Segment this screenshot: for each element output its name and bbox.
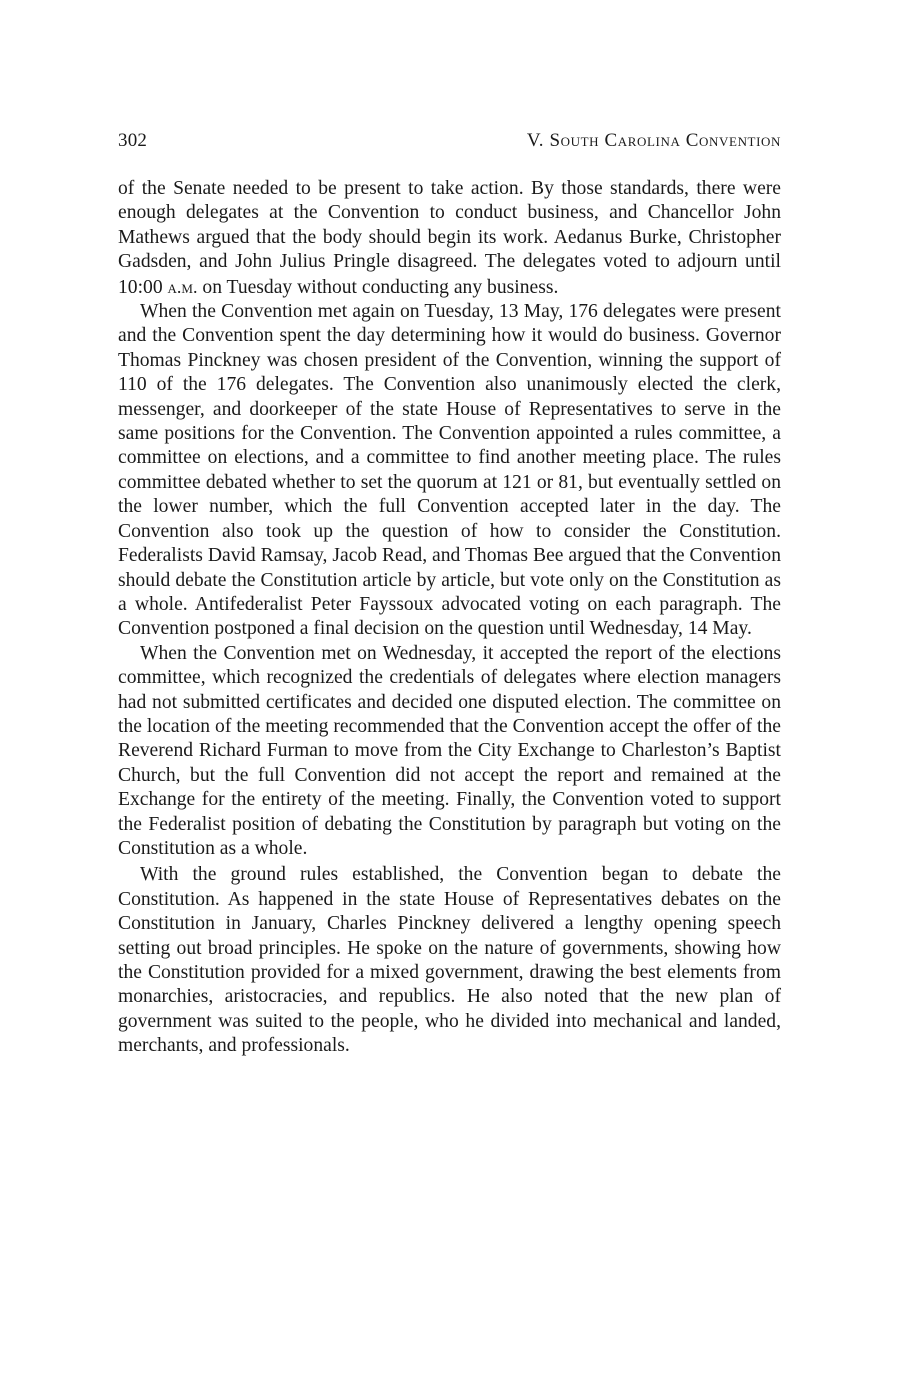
book-page [118, 128, 781, 1059]
paragraph-3: When the Convention met on Wednesday, it accepted the report of the elections committee, which recognized the credentials of delegates where election managers had not submitted certificates and decided one disputed election. The committee on the location of the meeting recommended that the Convention accept the offer of the Reverend Richard Furman to move from the City Exchange to Charleston’s Baptist Church, but the full Convention did not accept the report and remained at the Exchange for the entirety of the meeting. Finally, the Convention voted to support the Federalist position of debating the Constitution by paragraph but voting on the Constitution as a whole. [118, 642, 781, 859]
time-abbreviation: a.m. [167, 276, 198, 297]
paragraph-4: With the ground rules established, the Convention began to debate the Constitution. As happened in the state House of Representatives debates on the Constitution in January, Charles Pinckney delivered a lengthy opening speech setting out broad principles. He spoke on the nature of governments, showing how the Constitution provided for a mixed government, drawing the best elements from monarchies, aristocracies, and republics. He also noted that the new plan of government was suited to the people, who he divided into mechanical and landed, merchants, and professionals. [118, 864, 781, 1057]
paragraph-1-text-end: on Tuesday without conducting any business. [197, 276, 559, 298]
paragraph-2: When the Convention met again on Tuesday, 13 May, 176 delegates were present and the Convention spent the day determining how it would do business. Governor Thomas Pinckney was chosen president of the Convention, winning the support of 110 of the 176 delegates. The Convention also unanimously elected the clerk, messenger, and doorkeeper of the state House of Representatives to serve in the same positions for the Convention. The Convention appointed a rules committee, a committee on elections, and a committee to find another meeting place. The rules committee debated whether to set the quorum at 121 or 81, but eventually settled on the lower number, which the full Convention accepted later in the day. The Convention also took up the question of how to consider the Constitution. Federalists David Ramsay, Jacob Read, and Thomas Bee argued that the Convention should debate the Constitution article by article, but vote only on the Constitution as a whole. Antifederalist Peter Fayssoux advocated voting on each paragraph. The Convention postponed a final decision on the question until Wednesday, 14 May. [118, 301, 781, 640]
running-title: V. South Carolina Convention [526, 130, 781, 151]
paragraph-1 [118, 177, 781, 300]
paragraph-1-text: of the Senate needed to be present to take action. By those standards, there were enough delegates at the Convention to conduct business, and Chancellor John Mathews argued that the body should begin its work. Aedanus Burke, Christopher Gadsden, and John Julius Pringle disagreed. The delegates voted to adjourn until 10:00 [118, 178, 781, 298]
body-text [118, 177, 781, 1059]
running-head [118, 128, 781, 154]
page-number: 302 [118, 130, 148, 151]
